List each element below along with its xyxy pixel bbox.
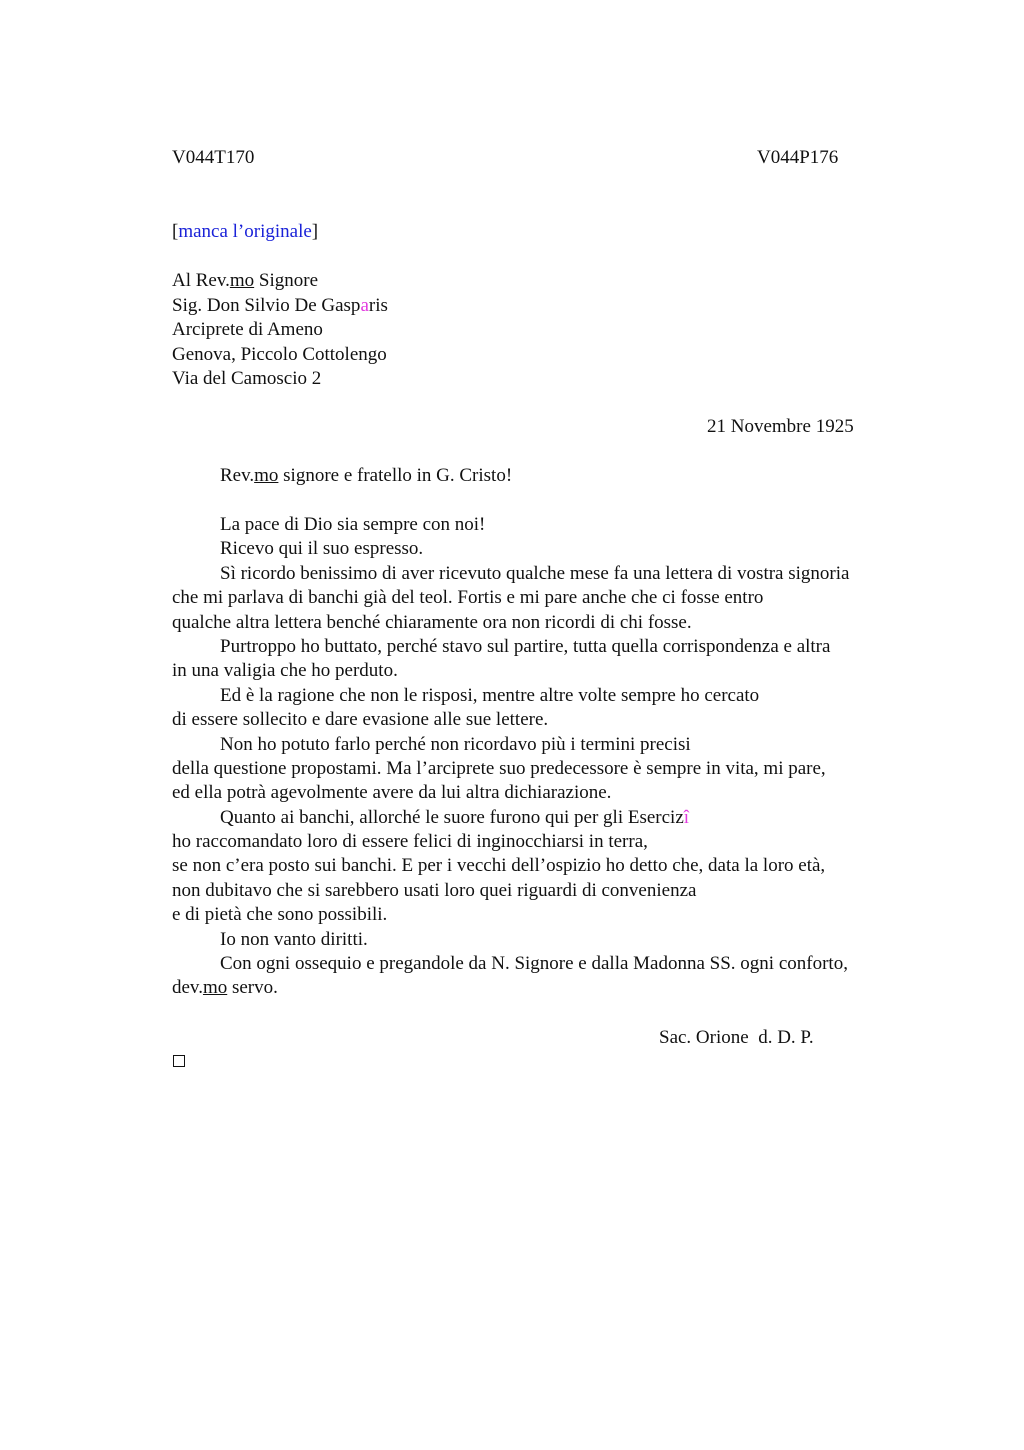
salutation: Rev.mo signore e fratello in G. Cristo! xyxy=(220,465,513,486)
body-line: se non c’era posto sui banchi. E per i vecchi dell’ospizio ho detto che, data la loro età, xyxy=(172,855,826,877)
signature: Sac. Orione d. D. P. xyxy=(659,1027,814,1048)
body-line: ho raccomandato loro di essere felici di inginocchiarsi in terra, xyxy=(172,831,648,853)
body-line: di essere sollecito e dare evasione alle sue lettere. xyxy=(172,709,549,731)
address-line-3: Arciprete di Ameno xyxy=(172,319,323,340)
body-line: e di pietà che sono possibili. xyxy=(172,904,388,926)
letter-body xyxy=(172,513,952,1001)
body-line: non dubitavo che si sarebbero usati loro quei riguardi di convenienza xyxy=(172,879,697,901)
note-open-bracket: [ xyxy=(172,221,179,242)
note-close-bracket: ] xyxy=(311,221,319,242)
body-line: Ricevo qui il suo espresso. xyxy=(220,538,424,560)
address-line-1: Al Rev.mo Signore xyxy=(172,270,319,291)
body-line: qualche altra lettera benché chiaramente ora non ricordi di chi fosse. xyxy=(172,611,692,633)
letter-date: 21 Novembre 1925 xyxy=(707,416,854,437)
body-line: Io non vanto diritti. xyxy=(220,928,368,950)
address-line-2: Sig. Don Silvio De Gasparis xyxy=(172,294,388,316)
body-line: Con ogni ossequio e pregandole da N. Signore e dalla Madonna SS. ogni conforto, xyxy=(220,953,848,975)
document-code-left: V044T170 xyxy=(172,147,255,168)
body-line: La pace di Dio sia sempre con noi! xyxy=(220,514,486,535)
body-line: Non ho potuto farlo perché non ricordavo più i termini precisi xyxy=(220,733,691,755)
body-line: ed ella potrà agevolmente avere da lui altra dichiarazione. xyxy=(172,782,612,804)
editorial-note xyxy=(172,220,318,244)
end-marker-box-icon xyxy=(173,1055,185,1067)
recipient-address xyxy=(172,269,388,392)
address-line-4: Genova, Piccolo Cottolengo xyxy=(172,343,387,365)
body-line: dev.mo servo. xyxy=(172,977,278,999)
body-line: Sì ricordo benissimo di aver ricevuto qualche mese fa una lettera di vostra signoria xyxy=(220,562,850,584)
address-line-5: Via del Camoscio 2 xyxy=(172,368,322,389)
note-text: manca l’originale xyxy=(178,221,312,242)
body-line: Ed è la ragione che non le risposi, mentre altre volte sempre ho cercato xyxy=(220,684,760,706)
body-line: in una valigia che ho perduto. xyxy=(172,660,398,682)
body-line: che mi parlava di banchi già del teol. Fortis e mi pare anche che ci fosse entro xyxy=(172,587,764,609)
body-line: della questione propostami. Ma l’arciprete suo predecessore è sempre in vita, mi pare, xyxy=(172,757,826,779)
document-code-right: V044P176 xyxy=(757,147,839,168)
body-line: Purtroppo ho buttato, perché stavo sul partire, tutta quella corrispondenza e altra xyxy=(220,635,831,657)
body-line: Quanto ai banchi, allorché le suore furono qui per gli Esercizî xyxy=(220,806,690,828)
